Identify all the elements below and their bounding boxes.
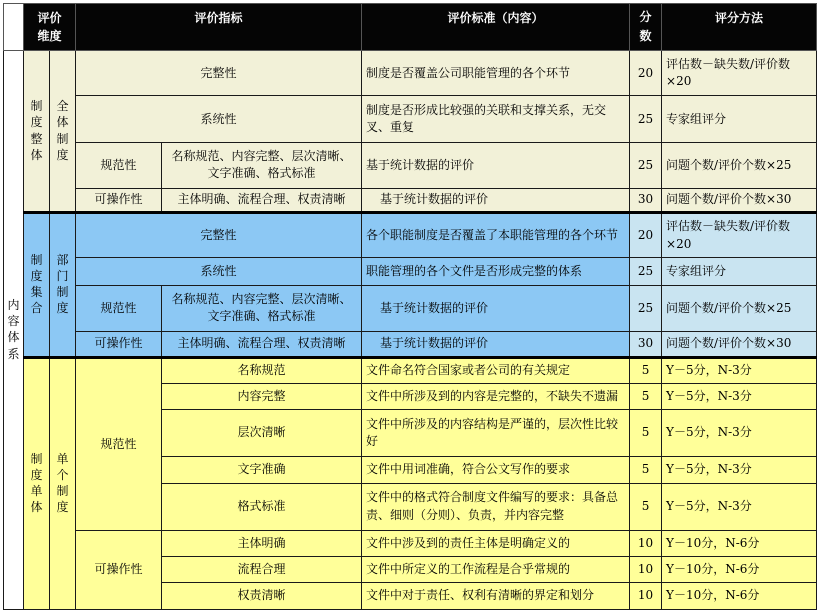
level2-label: 全体制度 xyxy=(50,51,76,213)
score-cell: 5 xyxy=(630,384,662,410)
method-cell: Y－10分，N-6分 xyxy=(662,583,817,610)
score-cell: 10 xyxy=(630,556,662,583)
score-cell: 5 xyxy=(630,357,662,384)
sub-indicator-cell: 名称规范、内容完整、层次清晰、文字准确、格式标准 xyxy=(162,285,362,331)
sub-indicator-cell: 层次清晰 xyxy=(162,409,362,456)
indicator-cell: 规范性 xyxy=(76,143,162,188)
method-cell: Y－5分，N-3分 xyxy=(662,384,817,410)
indicator-cell: 完整性 xyxy=(76,51,362,96)
level1-label: 制度单体 xyxy=(24,357,50,609)
standard-cell: 职能管理的各个文件是否形成完整的体系 xyxy=(362,258,630,286)
method-cell: 评估数－缺失数/评价数×20 xyxy=(662,213,817,258)
header-method: 评分方法 xyxy=(662,4,817,51)
method-cell: 问题个数/评价个数×25 xyxy=(662,285,817,331)
standard-cell: 文件中所涉及到的内容是完整的，不缺失不遗漏 xyxy=(362,384,630,410)
standard-cell: 文件中所涉及的内容结构是严谨的，层次性比较好 xyxy=(362,409,630,456)
sub-indicator-cell: 主体明确 xyxy=(162,530,362,556)
indicator-cell: 系统性 xyxy=(76,258,362,286)
method-cell: 专家组评分 xyxy=(662,96,817,143)
score-cell: 20 xyxy=(630,51,662,96)
header-indicator: 评价指标 xyxy=(76,4,362,51)
score-cell: 5 xyxy=(630,457,662,484)
header-score: 分数 xyxy=(630,4,662,51)
indicator-cell: 可操作性 xyxy=(76,332,162,358)
method-cell: Y－5分，N-3分 xyxy=(662,409,817,456)
sub-indicator-cell: 文字准确 xyxy=(162,457,362,484)
score-cell: 5 xyxy=(630,483,662,530)
evaluation-table xyxy=(3,3,817,610)
sub-indicator-cell: 内容完整 xyxy=(162,384,362,410)
standard-cell: 制度是否形成比较强的关联和支撑关系，无交叉、重复 xyxy=(362,96,630,143)
standard-cell: 文件命名符合国家或者公司的有关规定 xyxy=(362,357,630,384)
sub-indicator-cell: 流程合理 xyxy=(162,556,362,583)
standard-cell: 文件中用词准确，符合公文写作的要求 xyxy=(362,457,630,484)
group-label: 规范性 xyxy=(76,357,162,530)
indicator-cell: 系统性 xyxy=(76,96,362,143)
score-cell: 25 xyxy=(630,258,662,286)
score-cell: 25 xyxy=(630,285,662,331)
standard-cell: 基于统计数据的评价 xyxy=(362,285,630,331)
standard-cell: 基于统计数据的评价 xyxy=(362,188,630,213)
score-cell: 30 xyxy=(630,188,662,213)
score-cell: 30 xyxy=(630,332,662,358)
level2-label: 部门制度 xyxy=(50,213,76,358)
method-cell: Y－5分，N-3分 xyxy=(662,457,817,484)
method-cell: 评估数－缺失数/评价数×20 xyxy=(662,51,817,96)
score-cell: 10 xyxy=(630,583,662,610)
sub-indicator-cell: 主体明确、流程合理、权责清晰 xyxy=(162,188,362,213)
score-cell: 10 xyxy=(630,530,662,556)
standard-cell: 制度是否覆盖公司职能管理的各个环节 xyxy=(362,51,630,96)
standard-cell: 各个职能制度是否覆盖了本职能管理的各个环节 xyxy=(362,213,630,258)
indicator-cell: 规范性 xyxy=(76,285,162,331)
score-cell: 25 xyxy=(630,143,662,188)
method-cell: Y－5分，N-3分 xyxy=(662,483,817,530)
standard-cell: 文件中所定义的工作流程是合乎常规的 xyxy=(362,556,630,583)
method-cell: Y－5分，N-3分 xyxy=(662,357,817,384)
standard-cell: 基于统计数据的评价 xyxy=(362,332,630,358)
header-standard: 评价标准（内容） xyxy=(362,4,630,51)
method-cell: 问题个数/评价个数×30 xyxy=(662,332,817,358)
sub-indicator-cell: 名称规范 xyxy=(162,357,362,384)
method-cell: 问题个数/评价个数×25 xyxy=(662,143,817,188)
method-cell: Y－10分，N-6分 xyxy=(662,530,817,556)
method-cell: Y－10分，N-6分 xyxy=(662,556,817,583)
standard-cell: 基于统计数据的评价 xyxy=(362,143,630,188)
sub-indicator-cell: 主体明确、流程合理、权责清晰 xyxy=(162,332,362,358)
standard-cell: 文件中涉及到的责任主体是明确定义的 xyxy=(362,530,630,556)
score-cell: 20 xyxy=(630,213,662,258)
level2-label: 单个制度 xyxy=(50,357,76,609)
domain-label: 内容体系 xyxy=(4,51,24,610)
method-cell: 专家组评分 xyxy=(662,258,817,286)
standard-cell: 文件中的格式符合制度文件编写的要求：具备总责、细则（分则）、负责，并内容完整 xyxy=(362,483,630,530)
standard-cell: 文件中对于责任、权利有清晰的界定和划分 xyxy=(362,583,630,610)
header-dimension: 评价维度 xyxy=(24,4,76,51)
level1-label: 制度集合 xyxy=(24,213,50,358)
indicator-cell: 完整性 xyxy=(76,213,362,258)
sub-indicator-cell: 权责清晰 xyxy=(162,583,362,610)
score-cell: 5 xyxy=(630,409,662,456)
indicator-cell: 可操作性 xyxy=(76,188,162,213)
group-label: 可操作性 xyxy=(76,530,162,609)
method-cell: 问题个数/评价个数×30 xyxy=(662,188,817,213)
sub-indicator-cell: 格式标准 xyxy=(162,483,362,530)
sub-indicator-cell: 名称规范、内容完整、层次清晰、文字准确、格式标准 xyxy=(162,143,362,188)
level1-label: 制度整体 xyxy=(24,51,50,213)
score-cell: 25 xyxy=(630,96,662,143)
